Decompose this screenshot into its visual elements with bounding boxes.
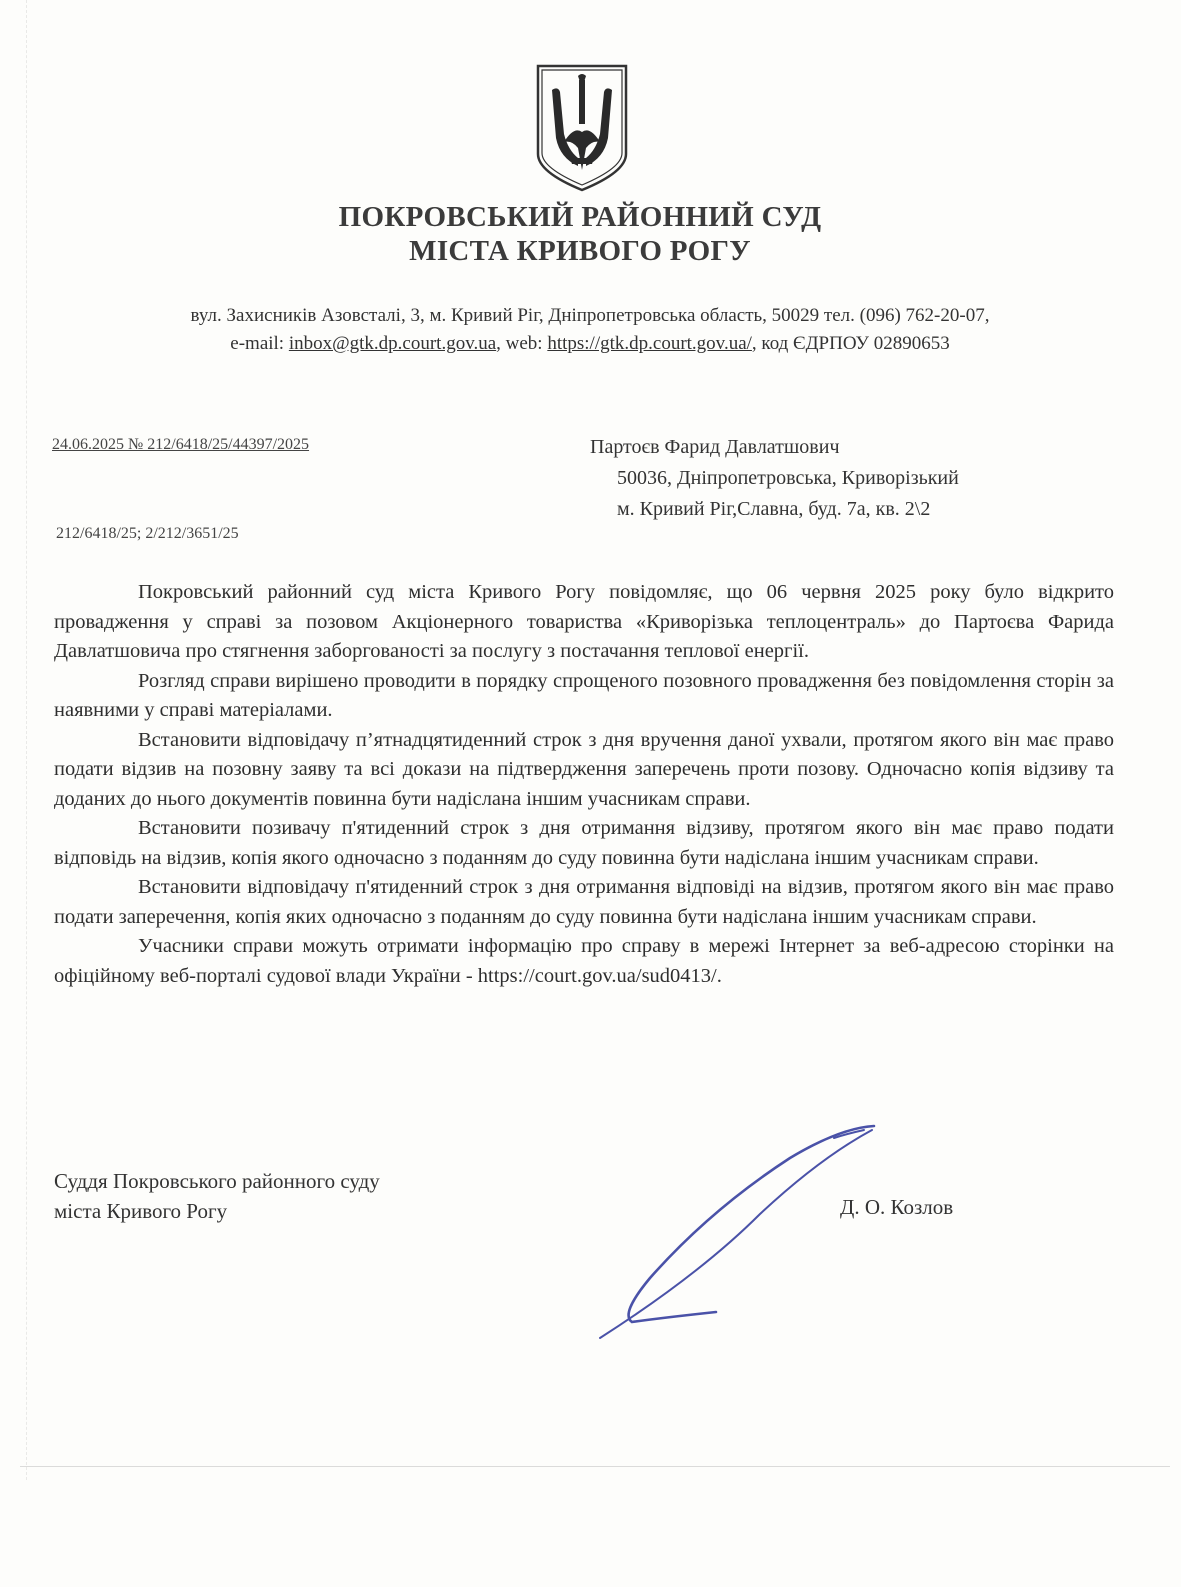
body-paragraph: Учасники справи можуть отримати інформацію про справу в мережі Інтернет за веб-адресою сторінки на офіційному веб-порталі судової влади України - https://court.gov.ua/sud0413/. [54,935,1114,987]
web-link[interactable]: https://gtk.dp.court.gov.ua/ [547,333,752,354]
recipient-address-line2: м. Кривий Ріг,Славна, буд. 7а, кв. 2\2 [617,498,931,520]
body-paragraph: Встановити відповідачу п’ятнадцятиденний строк з дня вручення даної ухвали, протягом якого він має право подати відзив на позовну заяву та всі докази на підтвердження заперечень проти позову. Одночасно копія відзиву та доданих до нього документів повинна бути надіслана іншим учасникам справи. [54,728,1114,810]
court-address: вул. Захисників Азовсталі, 3, м. Кривий Ріг, Дніпропетровська область, 50029 тел. (096) 762-20-07, [190,305,990,326]
judge-title [54,1166,380,1226]
judge-title-line1: Суддя Покровського районного суду [54,1169,380,1193]
scan-bottom-edge [20,1466,1170,1467]
edrpou-code: , код ЄДРПОУ 02890653 [751,333,950,354]
court-online-contacts [60,330,1120,358]
recipient-name: Партоєв Фарид Давлатшович [590,436,840,458]
court-name-line2: МІСТА КРИВОГО РОГУ [409,235,751,267]
judge-title-line2: міста Кривого Рогу [54,1199,228,1223]
email-label: e-mail: [230,333,289,354]
scan-left-edge [0,0,27,1480]
body-paragraph: Розгляд справи вирішено проводити в порядку спрощеного позовного провадження без повідомлення сторін за наявними у справі матеріалами. [54,669,1114,721]
recipient-address-line1: 50036, Дніпропетровська, Криворізький [617,467,959,489]
court-name-line1: ПОКРОВСЬКИЙ РАЙОННИЙ СУД [338,201,822,233]
letter-body [54,578,1114,991]
court-contacts [60,302,1120,358]
handwritten-signature [590,1118,890,1348]
email-link[interactable]: inbox@gtk.dp.court.gov.ua [288,333,497,354]
coat-of-arms-icon [534,62,630,194]
web-label: , web: [496,333,548,354]
body-paragraph: Встановити відповідачу п'ятиденний строк з дня отримання відповіді на відзив, протягом якого він має право подати заперечення, копія яких одночасно з поданням до суду повинна бути надіслана іншим учасникам справи. [54,876,1114,928]
body-paragraph: Встановити позивачу п'ятиденний строк з дня отримання відзиву, протягом якого він має право подати відповідь на відзив, копія якого одночасно з поданням до суду повинна бути надіслана іншим учасникам справи. [54,817,1114,869]
case-numbers: 212/6418/25; 2/212/3651/25 [56,525,239,542]
court-name [240,200,920,268]
recipient-block [590,432,959,525]
outgoing-reference: 24.06.2025 № 212/6418/25/44397/2025 [52,436,310,453]
body-paragraph: Покровський районний суд міста Кривого Рогу повідомляє, що 06 червня 2025 року було відкрито провадження у справі за позовом Акціонерного товариства «Криворізька теплоцентраль» до Партоєва Фарида Давлатшовича про стягнення заборгованості за послугу з постачання теплової енергії. [54,581,1114,662]
judge-name: Д. О. Козлов [840,1195,954,1219]
